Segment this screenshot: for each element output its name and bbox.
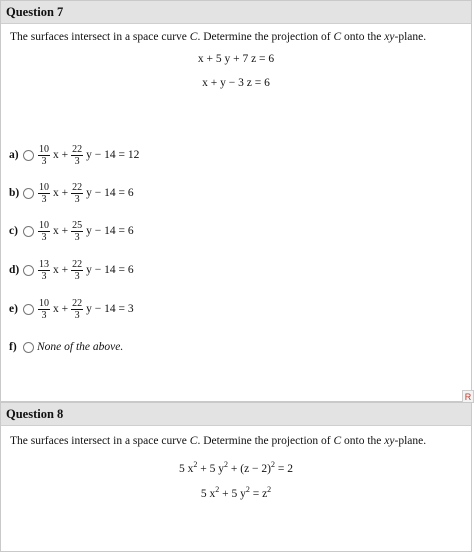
fraction: [71, 220, 83, 243]
radio-button[interactable]: [23, 188, 34, 199]
numerator: 25: [72, 219, 83, 231]
equation-2: [1, 485, 471, 500]
equation-1: x + 5 y + 7 z = 6: [197, 53, 275, 65]
prompt-var: C: [189, 435, 198, 447]
numerator: 22: [72, 297, 83, 309]
prompt-var: C: [333, 31, 342, 43]
option-term: x +: [53, 264, 69, 276]
fraction: [38, 182, 50, 205]
exponent: 2: [271, 460, 275, 469]
fraction: [71, 298, 83, 321]
option-letter: f): [9, 341, 17, 353]
option-a[interactable]: [9, 141, 141, 169]
prompt-var: xy: [384, 435, 395, 447]
exponent: 2: [245, 485, 250, 494]
denominator: 3: [41, 270, 47, 282]
option-letter: e): [9, 303, 18, 315]
denominator: 3: [74, 193, 80, 205]
prompt-var: xy: [384, 31, 395, 43]
denominator: 3: [74, 231, 80, 243]
option-term: x +: [53, 303, 69, 315]
option-c[interactable]: [9, 217, 136, 245]
option-term: y − 14 = 3: [86, 303, 134, 315]
option-letter: a): [9, 149, 19, 161]
fraction: [38, 298, 50, 321]
prompt-var: C: [333, 435, 342, 447]
numerator: 10: [39, 219, 49, 231]
option-term: x +: [53, 149, 69, 161]
numerator: 13: [39, 258, 49, 270]
option-f-text: None of the above.: [37, 341, 124, 353]
prompt-text: . Determine the projection of: [197, 435, 334, 447]
fraction: [71, 144, 83, 167]
numerator: 10: [39, 181, 49, 193]
radio-button[interactable]: [23, 265, 34, 276]
prompt-text: onto the: [341, 31, 385, 43]
denominator: 3: [41, 309, 47, 321]
prompt-text: -plane.: [394, 31, 427, 43]
denominator: 3: [74, 309, 80, 321]
eq-term: = z: [249, 487, 268, 500]
prompt-text: The surfaces intersect in a space curve: [10, 31, 190, 43]
option-letter: b): [9, 187, 20, 199]
fraction: [71, 259, 83, 282]
numerator: 22: [72, 181, 83, 193]
eq-term: + 5 y: [219, 487, 246, 500]
prompt-var: C: [189, 31, 198, 43]
exponent: 2: [267, 485, 272, 494]
option-letter: d): [9, 264, 20, 276]
prompt-text: . Determine the projection of: [197, 31, 334, 43]
exponent: 2: [193, 460, 198, 469]
exponent: 2: [224, 460, 228, 469]
fraction: [38, 220, 50, 243]
radio-button[interactable]: [23, 226, 34, 237]
denominator: 3: [74, 270, 80, 282]
eq-term: 5 x: [179, 462, 194, 475]
numerator: 10: [39, 297, 49, 309]
numerator: 10: [39, 143, 49, 155]
eq-term: 5 x: [200, 487, 216, 500]
equation-1: [1, 460, 471, 475]
radio-button[interactable]: [23, 150, 34, 161]
radio-button[interactable]: [23, 342, 34, 353]
denominator: 3: [74, 155, 80, 167]
prompt-text: The surfaces intersect in a space curve: [10, 435, 190, 447]
option-term: x +: [53, 187, 69, 199]
option-term: y − 14 = 6: [86, 264, 134, 276]
question-7-prompt: [10, 31, 426, 43]
radio-button[interactable]: [23, 304, 34, 315]
option-term: y − 14 = 12: [86, 149, 140, 161]
question-8-panel: [0, 402, 472, 552]
denominator: 3: [41, 231, 47, 243]
eq-term: + 5 y: [197, 462, 224, 475]
eq-term: = 2: [275, 462, 293, 475]
numerator: 22: [72, 143, 83, 155]
option-term: x +: [53, 225, 69, 237]
denominator: 3: [41, 155, 47, 167]
prompt-text: -plane.: [394, 435, 427, 447]
option-letter: c): [9, 225, 18, 237]
question-7-title: Question 7: [1, 1, 471, 24]
question-8-prompt: [10, 435, 426, 447]
option-term: y − 14 = 6: [86, 187, 134, 199]
prompt-text: onto the: [341, 435, 385, 447]
option-term: y − 14 = 6: [86, 225, 134, 237]
fraction: [71, 182, 83, 205]
r-button[interactable]: R: [462, 390, 474, 403]
option-e[interactable]: [9, 295, 136, 323]
denominator: 3: [41, 193, 47, 205]
equation-2: x + y − 3 z = 6: [202, 77, 270, 89]
option-b[interactable]: [9, 179, 136, 207]
eq-term: + (z − 2): [228, 462, 271, 475]
exponent: 2: [215, 485, 220, 494]
fraction: [38, 144, 50, 167]
option-f[interactable]: [9, 333, 123, 361]
numerator: 22: [72, 258, 83, 270]
fraction: [38, 259, 50, 282]
question-8-title: Question 8: [1, 403, 471, 426]
option-d[interactable]: [9, 256, 136, 284]
